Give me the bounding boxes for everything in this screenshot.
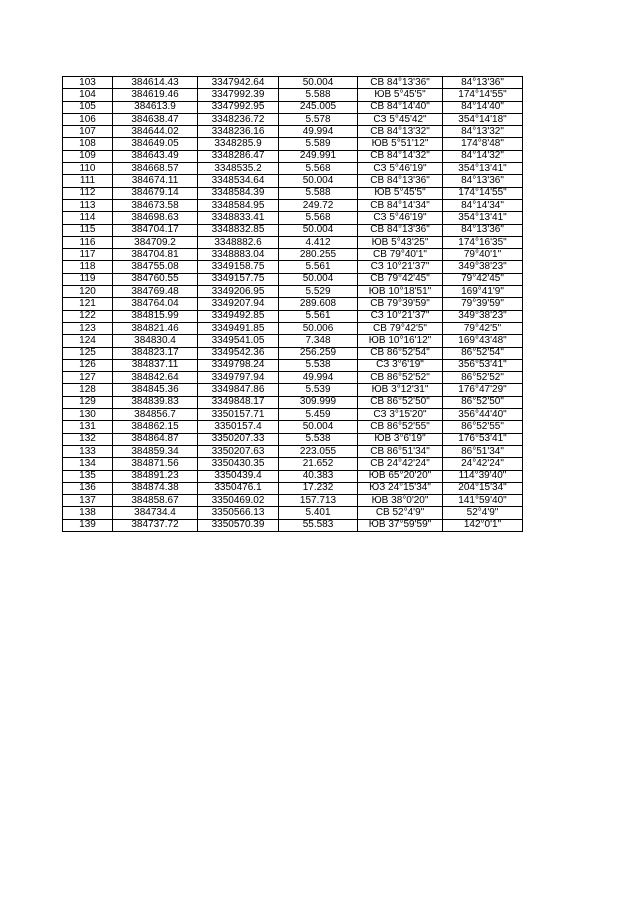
point-number-cell: 108	[63, 138, 113, 150]
length-cell: 7.348	[279, 335, 358, 347]
azimuth-cell: 79°39'59"	[443, 298, 523, 310]
point-number-cell: 104	[63, 89, 113, 101]
length-cell: 5.589	[279, 138, 358, 150]
y-coordinate-cell: 3350570.39	[198, 519, 279, 531]
x-coordinate-cell: 384845.36	[113, 384, 198, 396]
x-coordinate-cell: 384619.46	[113, 89, 198, 101]
bearing-cell: СВ 79°42'5"	[358, 322, 443, 334]
bearing-cell: ЮВ 5°45'5"	[358, 187, 443, 199]
bearing-cell: СВ 84°14'32"	[358, 150, 443, 162]
table-row	[63, 138, 523, 150]
length-cell: 289.608	[279, 298, 358, 310]
point-number-cell: 119	[63, 273, 113, 285]
length-cell: 223.055	[279, 445, 358, 457]
bearing-cell: СВ 84°13'36"	[358, 224, 443, 236]
azimuth-cell: 141°59'40"	[443, 495, 523, 507]
table-row	[63, 507, 523, 519]
length-cell: 50.004	[279, 175, 358, 187]
table-row	[63, 236, 523, 248]
azimuth-cell: 24°42'24"	[443, 458, 523, 470]
x-coordinate-cell: 384679.14	[113, 187, 198, 199]
y-coordinate-cell: 3349797.94	[198, 372, 279, 384]
table-row	[63, 212, 523, 224]
azimuth-cell: 84°14'34"	[443, 199, 523, 211]
bearing-cell: СВ 86°51'34"	[358, 445, 443, 457]
bearing-cell: ЮВ 5°43'25"	[358, 236, 443, 248]
point-number-cell: 110	[63, 163, 113, 175]
table-row	[63, 322, 523, 334]
y-coordinate-cell: 3350476.1	[198, 482, 279, 494]
bearing-cell: СЗ 5°46'19"	[358, 163, 443, 175]
bearing-cell: СВ 86°52'55"	[358, 421, 443, 433]
y-coordinate-cell: 3348883.04	[198, 249, 279, 261]
azimuth-cell: 174°8'48"	[443, 138, 523, 150]
y-coordinate-cell: 3347992.95	[198, 101, 279, 113]
length-cell: 55.583	[279, 519, 358, 531]
survey-table	[62, 76, 523, 532]
x-coordinate-cell: 384839.83	[113, 396, 198, 408]
table-row	[63, 126, 523, 138]
point-number-cell: 107	[63, 126, 113, 138]
x-coordinate-cell: 384856.7	[113, 409, 198, 421]
x-coordinate-cell: 384874.38	[113, 482, 198, 494]
table-row	[63, 273, 523, 285]
bearing-cell: СВ 79°40'1"	[358, 249, 443, 261]
x-coordinate-cell: 384698.63	[113, 212, 198, 224]
y-coordinate-cell: 3348534.64	[198, 175, 279, 187]
y-coordinate-cell: 3349157.75	[198, 273, 279, 285]
x-coordinate-cell: 384674.11	[113, 175, 198, 187]
y-coordinate-cell: 3350430.35	[198, 458, 279, 470]
bearing-cell: СВ 86°52'52"	[358, 372, 443, 384]
azimuth-cell: 176°53'41"	[443, 433, 523, 445]
azimuth-cell: 86°52'54"	[443, 347, 523, 359]
table-row	[63, 458, 523, 470]
bearing-cell: СВ 86°52'54"	[358, 347, 443, 359]
point-number-cell: 106	[63, 113, 113, 125]
length-cell: 5.401	[279, 507, 358, 519]
table-row	[63, 199, 523, 211]
bearing-cell: СЗ 10°21'37"	[358, 261, 443, 273]
point-number-cell: 133	[63, 445, 113, 457]
point-number-cell: 105	[63, 101, 113, 113]
bearing-cell: СВ 86°52'50"	[358, 396, 443, 408]
y-coordinate-cell: 3350566.13	[198, 507, 279, 519]
point-number-cell: 118	[63, 261, 113, 273]
y-coordinate-cell: 3349158.75	[198, 261, 279, 273]
azimuth-cell: 86°52'50"	[443, 396, 523, 408]
bearing-cell: ЮВ 37°59'59"	[358, 519, 443, 531]
x-coordinate-cell: 384815.99	[113, 310, 198, 322]
azimuth-cell: 174°16'35"	[443, 236, 523, 248]
table-row	[63, 421, 523, 433]
azimuth-cell: 354°14'18"	[443, 113, 523, 125]
point-number-cell: 122	[63, 310, 113, 322]
y-coordinate-cell: 3349847.86	[198, 384, 279, 396]
azimuth-cell: 356°44'40"	[443, 409, 523, 421]
y-coordinate-cell: 3349848.17	[198, 396, 279, 408]
table-row	[63, 347, 523, 359]
table-row	[63, 101, 523, 113]
table-row	[63, 384, 523, 396]
length-cell: 256.259	[279, 347, 358, 359]
y-coordinate-cell: 3348236.72	[198, 113, 279, 125]
point-number-cell: 111	[63, 175, 113, 187]
length-cell: 50.004	[279, 77, 358, 89]
point-number-cell: 112	[63, 187, 113, 199]
table-row	[63, 187, 523, 199]
table-row	[63, 298, 523, 310]
point-number-cell: 139	[63, 519, 113, 531]
y-coordinate-cell: 3349207.94	[198, 298, 279, 310]
bearing-cell: СВ 84°13'36"	[358, 175, 443, 187]
bearing-cell: ЮВ 10°16'12"	[358, 335, 443, 347]
point-number-cell: 130	[63, 409, 113, 421]
point-number-cell: 116	[63, 236, 113, 248]
y-coordinate-cell: 3348882.6	[198, 236, 279, 248]
point-number-cell: 125	[63, 347, 113, 359]
x-coordinate-cell: 384673.58	[113, 199, 198, 211]
y-coordinate-cell: 3350157.4	[198, 421, 279, 433]
point-number-cell: 109	[63, 150, 113, 162]
azimuth-cell: 84°13'36"	[443, 77, 523, 89]
table-row	[63, 113, 523, 125]
azimuth-cell: 169°43'48"	[443, 335, 523, 347]
point-number-cell: 136	[63, 482, 113, 494]
bearing-cell: СВ 79°39'59"	[358, 298, 443, 310]
x-coordinate-cell: 384709.2	[113, 236, 198, 248]
x-coordinate-cell: 384613.9	[113, 101, 198, 113]
y-coordinate-cell: 3350439.4	[198, 470, 279, 482]
length-cell: 17.232	[279, 482, 358, 494]
x-coordinate-cell: 384668.57	[113, 163, 198, 175]
length-cell: 249.72	[279, 199, 358, 211]
y-coordinate-cell: 3348833.41	[198, 212, 279, 224]
table-row	[63, 409, 523, 421]
length-cell: 5.529	[279, 286, 358, 298]
bearing-cell: ЮВ 5°45'5"	[358, 89, 443, 101]
length-cell: 249.991	[279, 150, 358, 162]
length-cell: 5.538	[279, 433, 358, 445]
x-coordinate-cell: 384704.17	[113, 224, 198, 236]
point-number-cell: 127	[63, 372, 113, 384]
table-row	[63, 519, 523, 531]
y-coordinate-cell: 3350469.02	[198, 495, 279, 507]
length-cell: 5.578	[279, 113, 358, 125]
length-cell: 5.538	[279, 359, 358, 371]
y-coordinate-cell: 3349491.85	[198, 322, 279, 334]
point-number-cell: 103	[63, 77, 113, 89]
table-row	[63, 359, 523, 371]
length-cell: 40.383	[279, 470, 358, 482]
table-row	[63, 396, 523, 408]
x-coordinate-cell: 384755.08	[113, 261, 198, 273]
length-cell: 5.588	[279, 89, 358, 101]
y-coordinate-cell: 3348286.47	[198, 150, 279, 162]
x-coordinate-cell: 384734.4	[113, 507, 198, 519]
bearing-cell: ЮЗ 24°15'34"	[358, 482, 443, 494]
y-coordinate-cell: 3348832.85	[198, 224, 279, 236]
bearing-cell: СВ 79°42'45"	[358, 273, 443, 285]
y-coordinate-cell: 3348584.39	[198, 187, 279, 199]
bearing-cell: СВ 84°14'40"	[358, 101, 443, 113]
length-cell: 21.652	[279, 458, 358, 470]
table-row	[63, 372, 523, 384]
bearing-cell: СВ 24°42'24"	[358, 458, 443, 470]
azimuth-cell: 174°14'55"	[443, 89, 523, 101]
y-coordinate-cell: 3349798.24	[198, 359, 279, 371]
azimuth-cell: 169°41'9"	[443, 286, 523, 298]
azimuth-cell: 84°14'40"	[443, 101, 523, 113]
point-number-cell: 137	[63, 495, 113, 507]
y-coordinate-cell: 3350207.33	[198, 433, 279, 445]
x-coordinate-cell: 384643.49	[113, 150, 198, 162]
table-row	[63, 433, 523, 445]
length-cell: 50.006	[279, 322, 358, 334]
bearing-cell: СЗ 3°15'20"	[358, 409, 443, 421]
length-cell: 5.588	[279, 187, 358, 199]
x-coordinate-cell: 384823.17	[113, 347, 198, 359]
point-number-cell: 121	[63, 298, 113, 310]
length-cell: 50.004	[279, 273, 358, 285]
azimuth-cell: 114°39'40"	[443, 470, 523, 482]
point-number-cell: 115	[63, 224, 113, 236]
x-coordinate-cell: 384737.72	[113, 519, 198, 531]
point-number-cell: 135	[63, 470, 113, 482]
length-cell: 5.568	[279, 163, 358, 175]
x-coordinate-cell: 384837.11	[113, 359, 198, 371]
azimuth-cell: 176°47'29"	[443, 384, 523, 396]
azimuth-cell: 142°0'1"	[443, 519, 523, 531]
x-coordinate-cell: 384614.43	[113, 77, 198, 89]
bearing-cell: ЮВ 10°18'51"	[358, 286, 443, 298]
azimuth-cell: 204°15'34"	[443, 482, 523, 494]
y-coordinate-cell: 3348236.16	[198, 126, 279, 138]
length-cell: 49.994	[279, 126, 358, 138]
y-coordinate-cell: 3348535.2	[198, 163, 279, 175]
y-coordinate-cell: 3347992.39	[198, 89, 279, 101]
point-number-cell: 132	[63, 433, 113, 445]
length-cell: 5.561	[279, 261, 358, 273]
table-row	[63, 89, 523, 101]
x-coordinate-cell: 384871.56	[113, 458, 198, 470]
point-number-cell: 124	[63, 335, 113, 347]
table-row	[63, 482, 523, 494]
table-row	[63, 261, 523, 273]
point-number-cell: 114	[63, 212, 113, 224]
table-row	[63, 77, 523, 89]
bearing-cell: ЮВ 3°6'19"	[358, 433, 443, 445]
length-cell: 280.255	[279, 249, 358, 261]
table-row	[63, 445, 523, 457]
table-row	[63, 249, 523, 261]
y-coordinate-cell: 3349492.85	[198, 310, 279, 322]
azimuth-cell: 354°13'41"	[443, 163, 523, 175]
x-coordinate-cell: 384864.87	[113, 433, 198, 445]
length-cell: 50.004	[279, 224, 358, 236]
azimuth-cell: 79°40'1"	[443, 249, 523, 261]
azimuth-cell: 52°4'9"	[443, 507, 523, 519]
length-cell: 4.412	[279, 236, 358, 248]
bearing-cell: ЮВ 38°0'20"	[358, 495, 443, 507]
x-coordinate-cell: 384769.48	[113, 286, 198, 298]
azimuth-cell: 354°13'41"	[443, 212, 523, 224]
table-row	[63, 495, 523, 507]
azimuth-cell: 356°53'41"	[443, 359, 523, 371]
bearing-cell: СЗ 5°45'42"	[358, 113, 443, 125]
x-coordinate-cell: 384644.02	[113, 126, 198, 138]
azimuth-cell: 84°13'36"	[443, 175, 523, 187]
length-cell: 5.539	[279, 384, 358, 396]
length-cell: 5.459	[279, 409, 358, 421]
y-coordinate-cell: 3349206.95	[198, 286, 279, 298]
length-cell: 49.994	[279, 372, 358, 384]
bearing-cell: СВ 52°4'9"	[358, 507, 443, 519]
table-row	[63, 224, 523, 236]
azimuth-cell: 86°52'55"	[443, 421, 523, 433]
y-coordinate-cell: 3348584.95	[198, 199, 279, 211]
bearing-cell: ЮВ 5°51'12"	[358, 138, 443, 150]
point-number-cell: 120	[63, 286, 113, 298]
table-row	[63, 310, 523, 322]
bearing-cell: ЮВ 3°12'31"	[358, 384, 443, 396]
length-cell: 245.005	[279, 101, 358, 113]
azimuth-cell: 84°13'32"	[443, 126, 523, 138]
x-coordinate-cell: 384638.47	[113, 113, 198, 125]
x-coordinate-cell: 384821.46	[113, 322, 198, 334]
y-coordinate-cell: 3350157.71	[198, 409, 279, 421]
bearing-cell: СЗ 10°21'37"	[358, 310, 443, 322]
survey-table-body	[63, 77, 523, 532]
length-cell: 50.004	[279, 421, 358, 433]
x-coordinate-cell: 384862.15	[113, 421, 198, 433]
bearing-cell: СЗ 3°6'19"	[358, 359, 443, 371]
point-number-cell: 138	[63, 507, 113, 519]
table-row	[63, 175, 523, 187]
length-cell: 5.561	[279, 310, 358, 322]
point-number-cell: 134	[63, 458, 113, 470]
x-coordinate-cell: 384891.23	[113, 470, 198, 482]
table-row	[63, 286, 523, 298]
azimuth-cell: 79°42'5"	[443, 322, 523, 334]
point-number-cell: 126	[63, 359, 113, 371]
point-number-cell: 131	[63, 421, 113, 433]
x-coordinate-cell: 384760.55	[113, 273, 198, 285]
bearing-cell: СВ 84°14'34"	[358, 199, 443, 211]
table-row	[63, 335, 523, 347]
x-coordinate-cell: 384649.05	[113, 138, 198, 150]
x-coordinate-cell: 384830.4	[113, 335, 198, 347]
azimuth-cell: 349°38'23"	[443, 261, 523, 273]
length-cell: 309.999	[279, 396, 358, 408]
x-coordinate-cell: 384704.81	[113, 249, 198, 261]
bearing-cell: СВ 84°13'36"	[358, 77, 443, 89]
y-coordinate-cell: 3347942.64	[198, 77, 279, 89]
bearing-cell: СВ 84°13'32"	[358, 126, 443, 138]
azimuth-cell: 84°14'32"	[443, 150, 523, 162]
table-row	[63, 470, 523, 482]
y-coordinate-cell: 3350207.63	[198, 445, 279, 457]
x-coordinate-cell: 384764.04	[113, 298, 198, 310]
length-cell: 5.568	[279, 212, 358, 224]
x-coordinate-cell: 384858.67	[113, 495, 198, 507]
y-coordinate-cell: 3349542.36	[198, 347, 279, 359]
azimuth-cell: 79°42'45"	[443, 273, 523, 285]
x-coordinate-cell: 384842.64	[113, 372, 198, 384]
x-coordinate-cell: 384859.34	[113, 445, 198, 457]
azimuth-cell: 86°52'52"	[443, 372, 523, 384]
table-row	[63, 150, 523, 162]
bearing-cell: СЗ 5°46'19"	[358, 212, 443, 224]
azimuth-cell: 86°51'34"	[443, 445, 523, 457]
length-cell: 157.713	[279, 495, 358, 507]
azimuth-cell: 84°13'36"	[443, 224, 523, 236]
point-number-cell: 123	[63, 322, 113, 334]
point-number-cell: 117	[63, 249, 113, 261]
y-coordinate-cell: 3349541.05	[198, 335, 279, 347]
point-number-cell: 129	[63, 396, 113, 408]
point-number-cell: 128	[63, 384, 113, 396]
table-row	[63, 163, 523, 175]
azimuth-cell: 349°38'23"	[443, 310, 523, 322]
azimuth-cell: 174°14'55"	[443, 187, 523, 199]
y-coordinate-cell: 3348285.9	[198, 138, 279, 150]
bearing-cell: ЮВ 65°20'20"	[358, 470, 443, 482]
point-number-cell: 113	[63, 199, 113, 211]
